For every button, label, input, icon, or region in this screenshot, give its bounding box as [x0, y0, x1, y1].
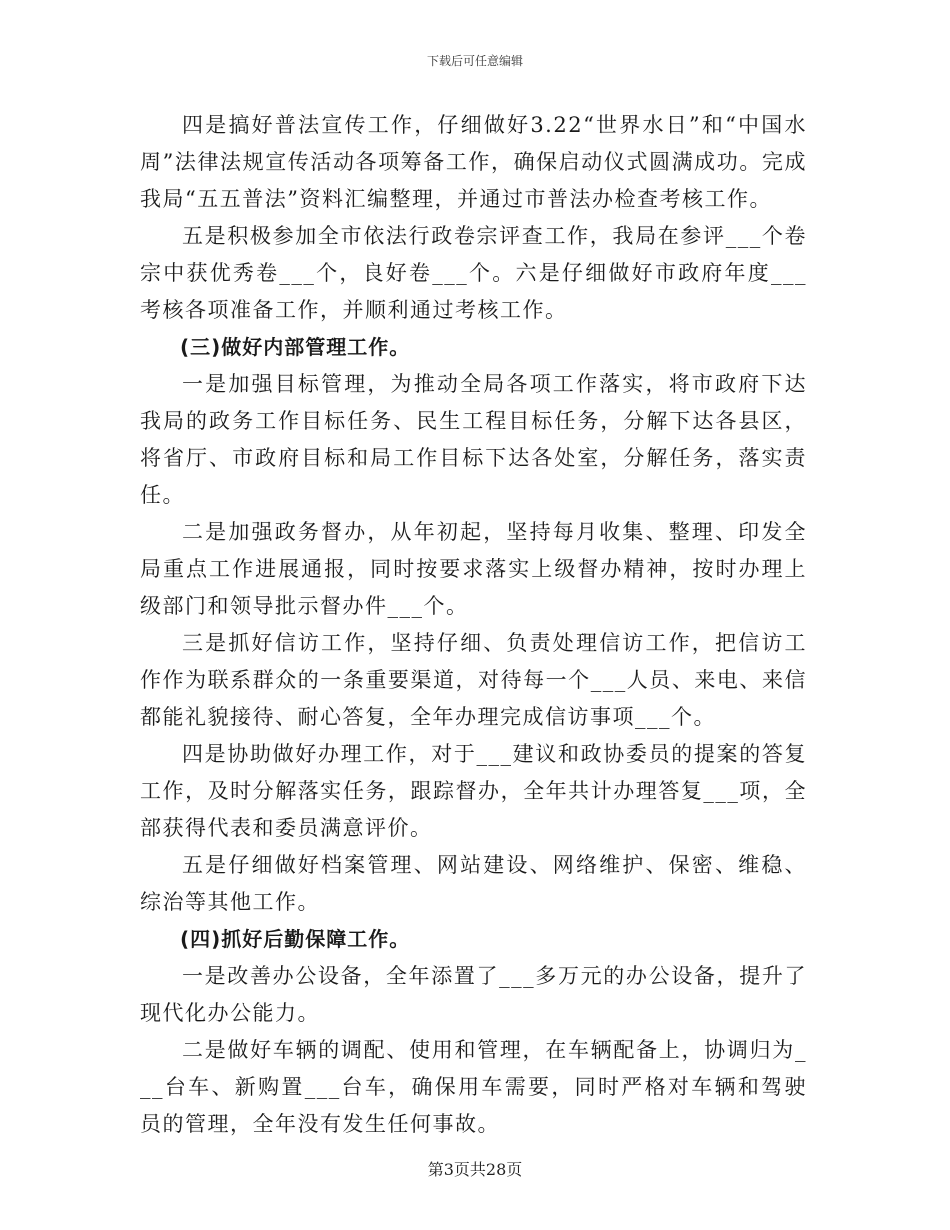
paragraph-office-equipment: 一是改善办公设备，全年添置了___多万元的办公设备，提升了现代化办公能力。	[140, 964, 807, 1025]
page-header: 下载后可任意编辑	[426, 54, 523, 68]
section-heading-internal-management: (三)做好内部管理工作。	[180, 335, 411, 359]
paragraph-case-review: 五是积极参加全市依法行政卷宗评查工作，我局在参评___个卷宗中获优秀卷___个，良好卷___个。六是仔细做好市政府年度___考核各项准备工作，并顺利通过考核工作。	[140, 224, 807, 322]
section-heading-logistics: (四)抓好后勤保障工作。	[180, 927, 411, 951]
paragraph-petitions: 三是抓好信访工作，坚持仔细、负责处理信访工作，把信访工作作为联系群众的一条重要渠道，对待每一个___人员、来电、来信都能礼貌接待、耐心答复，全年办理完成信访事项___个。	[140, 631, 807, 729]
paragraph-proposals: 四是协助做好办理工作，对于___建议和政协委员的提案的答复工作，及时分解落实任务，跟踪督办，全年共计办理答复___项，全部获得代表和委员满意评价。	[140, 742, 807, 840]
paragraph-target-management: 一是加强目标管理，为推动全局各项工作落实，将市政府下达我局的政务工作目标任务、民生工程目标任务，分解下达各县区，将省厅、市政府目标和局工作目标下达各处室，分解任务，落实责任。	[140, 372, 807, 507]
paragraph-vehicles: 二是做好车辆的调配、使用和管理，在车辆配备上，协调归为___台车、新购置___台车，确保用车需要，同时严格对车辆和驾驶员的管理，全年没有发生任何事故。	[140, 1038, 807, 1136]
paragraph-supervision: 二是加强政务督办，从年初起，坚持每月收集、整理、印发全局重点工作进展通报，同时按要求落实上级督办精神，按时办理上级部门和领导批示督办件___个。	[140, 520, 807, 618]
page-number-footer: 第3页共28页	[427, 1160, 523, 1179]
paragraph-publicity: 四是搞好普法宣传工作，仔细做好3.22“世界水日”和“中国水周”法律法规宣传活动各项筹备工作，确保启动仪式圆满成功。完成我局“五五普法”资料汇编整理，并通过市普法办检查考核工作。	[140, 113, 807, 211]
paragraph-archives: 五是仔细做好档案管理、网站建设、网络维护、保密、维稳、综治等其他工作。	[140, 853, 807, 914]
document-body	[140, 107, 807, 1143]
